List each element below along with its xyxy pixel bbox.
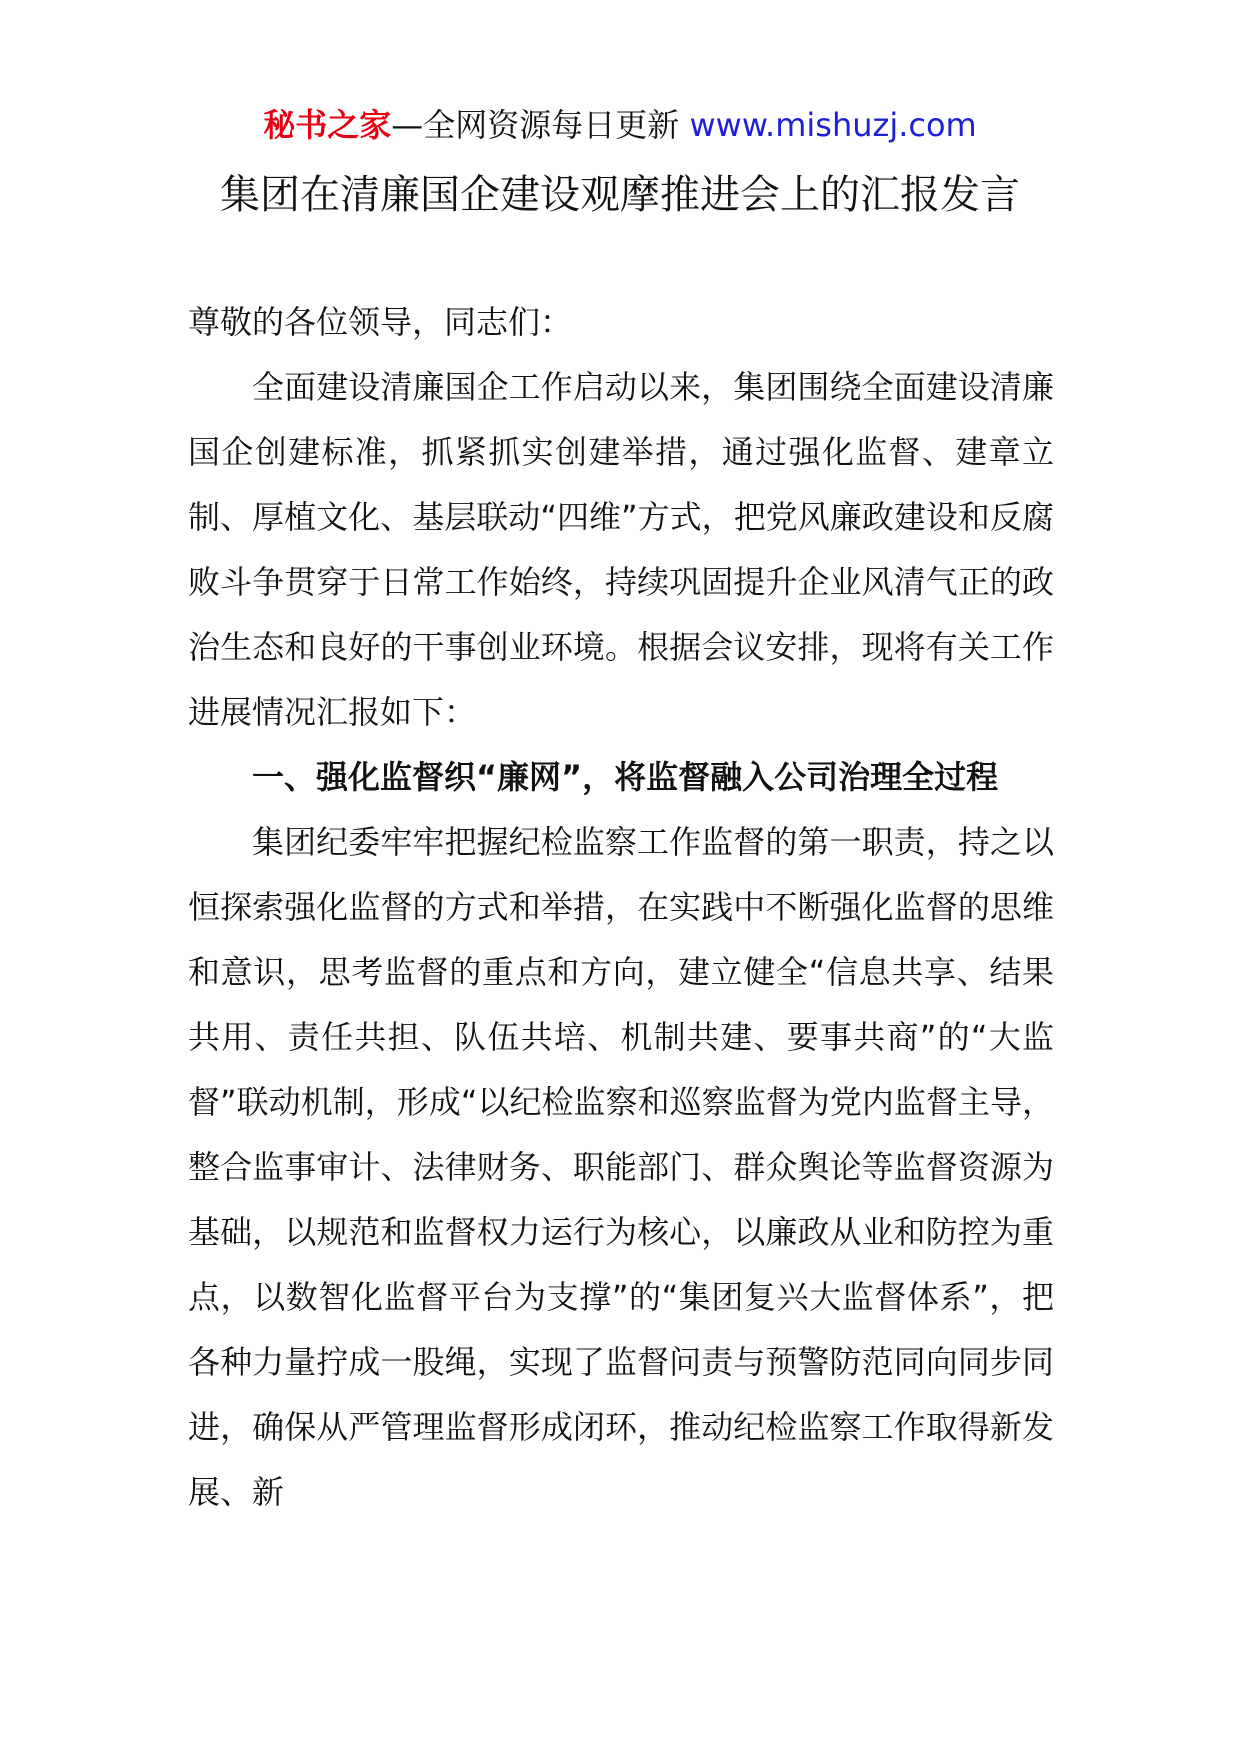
salutation: 尊敬的各位领导，同志们：	[188, 303, 573, 341]
site-brand: 秘书之家	[263, 106, 392, 144]
site-tagline: —全网资源每日更新	[391, 106, 690, 144]
section-1-paragraph: 集团纪委牢牢把握纪检监察工作监督的第一职责，持之以恒探索强化监督的方式和举措，在实践中不断强化监督的思维和意识，思考监督的重点和方向，建立健全“信息共享、结果共用、责任共担、队伍共培、机制共建、要事共商”的“大监督”联动机制，形成“以纪检监察和巡察监督为党内监督主导，整合监事审计、法律财务、职能部门、群众舆论等监督资源为基础，以规范和监督权力运行为核心，以廉政从业和防控为重点，以数智化监督平台为支撑”的“集团复兴大监督体系”，把各种力量拧成一股绳，实现了监督问责与预警防范同向同步同进，确保从严管理监督形成闭环，推动纪检监察工作取得新发展、新	[188, 823, 1054, 1511]
intro-paragraph: 全面建设清廉国企工作启动以来，集团围绕全面建设清廉国企创建标准，抓紧抓实创建举措，通过强化监督、建章立制、厚植文化、基层联动“四维”方式，把党风廉政建设和反腐败斗争贯穿于日常工作始终，持续巩固提升企业风清气正的政治生态和良好的干事创业环境。根据会议安排，现将有关工作进展情况汇报如下：	[188, 368, 1054, 731]
document-body	[188, 290, 1054, 1525]
document-title: 集团在清廉国企建设观摩推进会上的汇报发言	[220, 172, 1020, 218]
section-heading-1: 一、强化监督织“廉网”，将监督融入公司治理全过程	[252, 758, 999, 796]
site-header	[0, 100, 1240, 150]
site-url-link[interactable]: www.mishuzj.com	[689, 106, 977, 144]
